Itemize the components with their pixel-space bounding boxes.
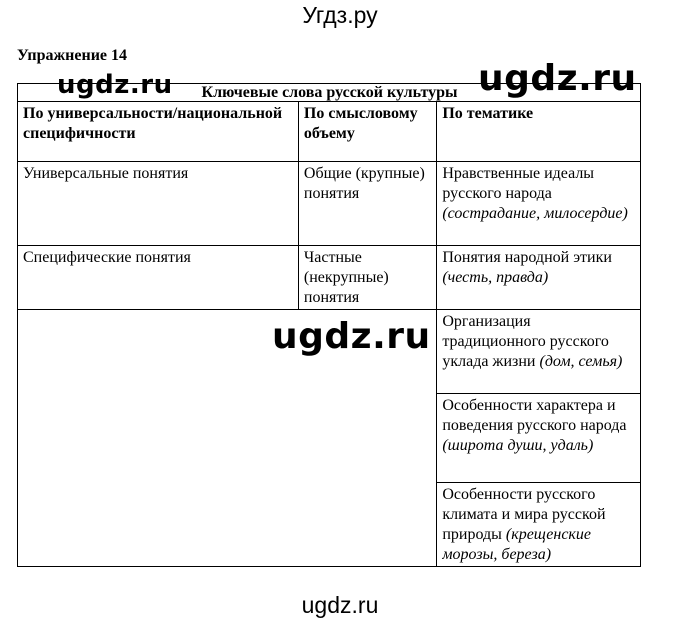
cell-specific-concepts: Специфические понятия [18, 246, 299, 310]
column-header-universality: По универсальности/национальной специфичности [18, 102, 299, 162]
watermark-footer: ugdz.ru [301, 592, 379, 618]
table-row [18, 162, 641, 246]
column-header-topic: По тематике [437, 102, 641, 162]
cell-topic-climate-nature [437, 482, 641, 566]
cell-topic-folk-ethics [437, 246, 641, 310]
cell-particular-concepts: Частные (некрупные) понятия [298, 246, 436, 310]
topic-examples: (честь, правда) [442, 269, 549, 287]
topic-text: Понятия народной этики [442, 249, 612, 267]
topic-examples: (крещенские морозы, береза) [442, 525, 592, 563]
table-caption: Ключевые слова русской культуры [18, 84, 641, 102]
topic-text: Особенности характера и поведения русского народа [442, 397, 627, 435]
watermark-top-left: ugdz.ru [57, 70, 173, 100]
topic-examples: (широта души, удаль) [442, 437, 594, 455]
topic-text: Нравственные идеалы русского народа [442, 165, 595, 203]
topic-examples: (сострадание, милосердие) [442, 205, 628, 223]
cell-topic-way-of-life [437, 310, 641, 394]
exercise-title: Упражнение 14 [17, 47, 128, 64]
topic-text: Особенности русского климата и мира русской природы [442, 485, 606, 543]
cell-topic-character [437, 394, 641, 482]
topic-examples: (дом, семья) [539, 353, 623, 371]
watermark-top-right: ugdz.ru [478, 58, 637, 99]
column-header-semantic-volume: По смысловому объему [298, 102, 436, 162]
topic-text: Организация традиционного русского уклада жизни [442, 313, 609, 371]
site-title: Угдз.ру [302, 2, 378, 28]
table-row [18, 246, 641, 310]
cell-general-concepts: Общие (крупные) понятия [298, 162, 436, 246]
cell-topic-moral-ideals [437, 162, 641, 246]
watermark-middle: ugdz.ru [272, 316, 431, 357]
cell-universal-concepts: Универсальные понятия [18, 162, 299, 246]
